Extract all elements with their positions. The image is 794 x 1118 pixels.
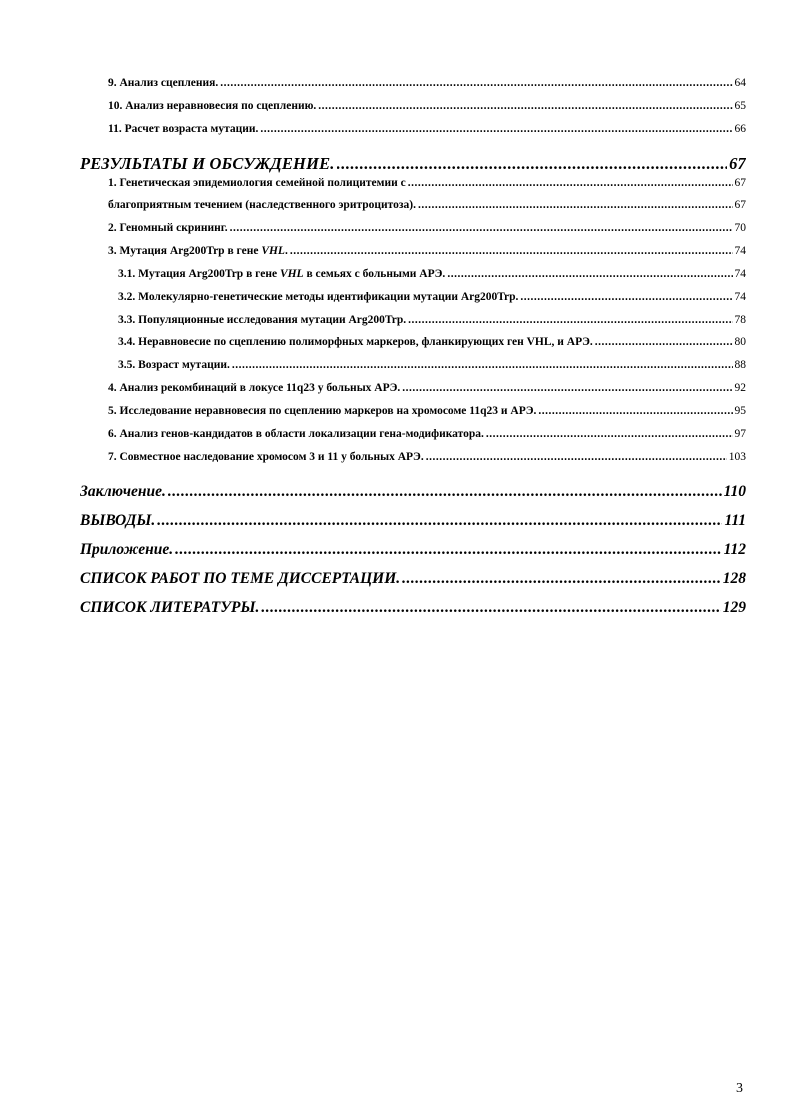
toc-entry-label: 4. Анализ рекомбинаций в локусе 11q23 у больных АРЭ. <box>108 382 401 394</box>
toc-entry-label: 10. Анализ неравновесия по сцеплению. <box>108 100 317 112</box>
toc-entry-page: 66 <box>734 123 746 135</box>
toc-entry-page: 110 <box>723 483 746 500</box>
toc-entry-page: 111 <box>724 512 746 529</box>
toc-entry-page: 70 <box>734 222 746 234</box>
toc-entry-label: 3.1. Мутация Arg200Trp в гене VHL в семьях с больными АРЭ. <box>118 268 446 280</box>
toc-dot-leader <box>260 123 732 135</box>
toc-dot-leader <box>220 77 732 89</box>
toc-entry-label: 3. Мутация Arg200Trp в гене VHL. <box>108 245 288 257</box>
toc-section-heading <box>80 599 746 617</box>
toc-entry-page: 74 <box>734 268 746 280</box>
toc-dot-leader <box>408 177 733 189</box>
toc-entry-label: Заключение. <box>80 483 166 500</box>
toc-entry <box>108 428 746 440</box>
toc-entry-label: 1. Генетическая эпидемиология семейной полицитемии с <box>108 177 406 189</box>
toc-dot-leader <box>447 268 732 280</box>
toc-entry <box>108 382 746 394</box>
toc-entry-page: 97 <box>734 428 746 440</box>
toc-entry-page: 92 <box>734 382 746 394</box>
toc-section-heading <box>80 541 746 559</box>
toc-entry-page: 88 <box>734 359 746 371</box>
toc-dot-leader <box>418 199 733 211</box>
toc-entry-page: 65 <box>734 100 746 112</box>
toc-entry <box>108 245 746 257</box>
toc-entry <box>118 314 746 326</box>
toc-section-heading <box>80 512 746 530</box>
toc-entry <box>108 77 746 89</box>
toc-entry-label: 3.5. Возраст мутации. <box>118 359 230 371</box>
toc-section-heading <box>80 570 746 588</box>
toc-entry-label: ВЫВОДЫ. <box>80 512 156 529</box>
toc-dot-leader <box>261 599 720 617</box>
toc-dot-leader <box>595 336 733 348</box>
toc-dot-leader <box>230 222 733 234</box>
toc-entry-page: 95 <box>734 405 746 417</box>
toc-entry-page: 112 <box>723 541 746 558</box>
toc-section-heading <box>80 154 746 174</box>
toc-entry <box>108 123 746 135</box>
toc-entry-page: 80 <box>734 336 746 348</box>
toc-entry-label: РЕЗУЛЬТАТЫ И ОБСУЖДЕНИЕ. <box>80 154 335 173</box>
toc-dot-leader <box>168 483 722 501</box>
toc-entry-label: 3.4. Неравновесие по сцеплению полиморфных маркеров, фланкирующих ген VHL, и АРЭ. <box>118 336 593 348</box>
toc-entry <box>118 291 746 303</box>
toc-entry <box>108 405 746 417</box>
toc-entry-label: СПИСОК РАБОТ ПО ТЕМЕ ДИССЕРТАЦИИ. <box>80 570 401 587</box>
toc-dot-leader <box>402 570 721 588</box>
toc-entry-page: 103 <box>728 451 746 463</box>
toc-entry-label: 7. Совместное наследование хромосом 3 и 11 у больных АРЭ. <box>108 451 424 463</box>
toc-entry-page: 64 <box>734 77 746 89</box>
toc-entry-page: 67 <box>729 154 746 173</box>
toc-entry-label: 2. Геномный скрининг. <box>108 222 228 234</box>
page-number: 3 <box>736 1081 743 1096</box>
toc-entry <box>108 222 746 234</box>
toc-entry <box>108 451 746 463</box>
toc-entry-page: 74 <box>734 245 746 257</box>
toc-dot-leader <box>290 245 733 257</box>
toc-entry <box>118 268 746 280</box>
toc-entry-page: 67 <box>734 199 746 211</box>
toc-entry-label: СПИСОК ЛИТЕРАТУРЫ. <box>80 599 260 616</box>
toc-dot-leader <box>318 100 732 112</box>
toc-entry-label: Приложение. <box>80 541 174 558</box>
toc-entry-label: 3.3. Популяционные исследования мутации Arg200Trp. <box>118 314 407 326</box>
toc-dot-leader <box>408 314 732 326</box>
toc-dot-leader <box>175 541 721 559</box>
toc-dot-leader <box>520 291 732 303</box>
toc-entry-page: 67 <box>734 177 746 189</box>
toc-dot-leader <box>538 405 732 417</box>
toc-entry <box>118 359 746 371</box>
toc-entry <box>108 199 746 211</box>
toc-entry-page: 129 <box>722 599 746 616</box>
toc-dot-leader <box>426 451 727 463</box>
toc-dot-leader <box>486 428 733 440</box>
toc-entry <box>108 100 746 112</box>
toc-entry <box>118 336 746 348</box>
toc-dot-leader <box>157 512 722 530</box>
toc-dot-leader <box>337 154 727 174</box>
toc-section-heading <box>80 483 746 501</box>
toc-dot-leader <box>402 382 732 394</box>
toc-entry <box>108 177 746 189</box>
toc-entry-label: 5. Исследование неравновесия по сцеплению маркеров на хромосоме 11q23 и АРЭ. <box>108 405 537 417</box>
toc-entry-label: благоприятным течением (наследственного эритроцитоза). <box>108 199 416 211</box>
toc-entry-page: 74 <box>734 291 746 303</box>
toc-entry-label: 6. Анализ генов-кандидатов в области локализации гена-модификатора. <box>108 428 484 440</box>
toc-entry-page: 128 <box>722 570 746 587</box>
toc-entry-label: 9. Анализ сцепления. <box>108 77 219 89</box>
toc-entry-page: 78 <box>734 314 746 326</box>
toc-entry-label: 11. Расчет возраста мутации. <box>108 123 259 135</box>
toc-dot-leader <box>232 359 733 371</box>
toc-entry-label: 3.2. Молекулярно-генетические методы идентификации мутации Arg200Trp. <box>118 291 519 303</box>
